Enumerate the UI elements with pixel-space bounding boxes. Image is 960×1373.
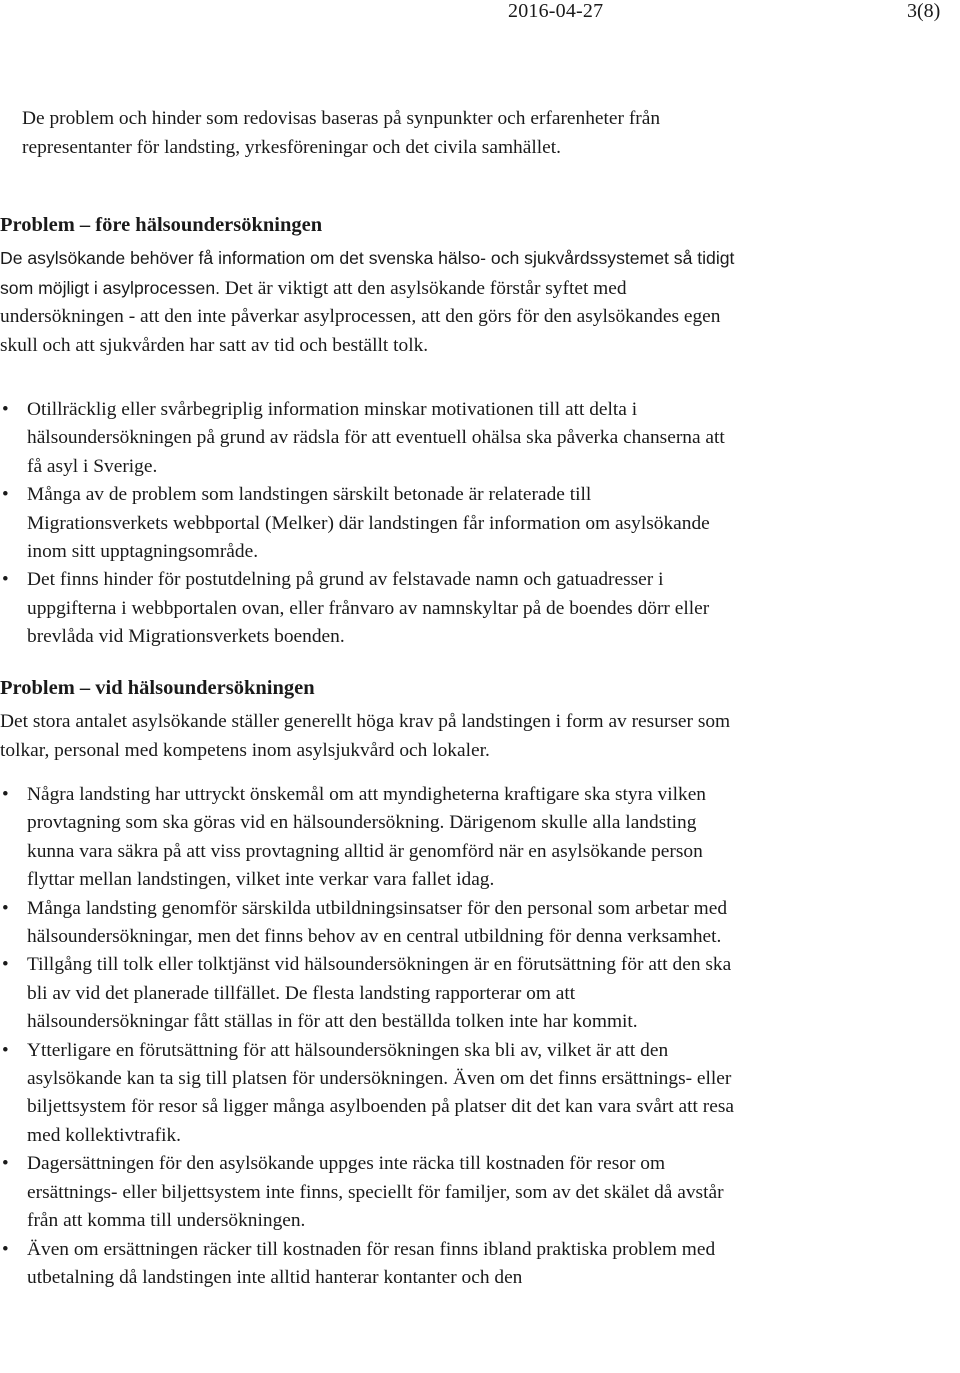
list-item — [0, 781, 736, 895]
section1-bullet-list — [0, 396, 736, 652]
list-item-text: Även om ersättningen räcker till kostnaden för resan finns ibland praktiska problem med utbetalning då landstingen inte alltid hanterar kontanter och den — [27, 1238, 716, 1288]
list-item — [0, 951, 736, 1036]
section-heading-before: Problem – före hälsoundersökningen — [0, 214, 323, 236]
list-item — [0, 895, 736, 952]
section1-paragraph-sans: De asylsökande behöver få information om det svenska hälso- och sjukvårdssystemet så tidigt som möjligt i asylprocessen. — [0, 248, 735, 298]
list-item-text: Tillgång till tolk eller tolktjänst vid hälsoundersökningen är en förutsättning för att den ska bli av vid det planerade tillfället. De flesta landsting rapporterar om att hälsoundersökningar fått ställas in för att den beställda tolken inte har kommit. — [27, 954, 732, 1033]
bullet-icon: • — [2, 569, 9, 591]
list-item-text: Det finns hinder för postutdelning på grund av felstavade namn och gatuadresser i uppgifterna i webbportalen ovan, eller frånvaro av namnskyltar på de boendes dörr eller brevlåda vid Migrationsverkets boenden. — [27, 569, 710, 648]
list-item-text: Många av de problem som landstingen särskilt betonade är relaterade till Migrationsverkets webbportal (Melker) där landstingen får information om asylsökande inom sitt upptagningsområde. — [27, 484, 710, 563]
bullet-icon: • — [2, 399, 9, 420]
section2-bullet-list — [0, 781, 736, 1292]
bullet-icon: • — [2, 784, 9, 805]
section1-paragraph — [0, 244, 736, 360]
list-item-text: Otillräcklig eller svårbegriplig information minskar motivationen till att delta i hälsoundersökningen på grund av rädsla för att eventuell ohälsa ska påverka chanserna att få asyl i Sverige. — [27, 399, 725, 477]
page-number: 3(8) — [907, 0, 941, 22]
list-item — [0, 396, 736, 481]
list-item-text: Några landsting har uttryckt önskemål om att myndigheterna kraftigare ska styra vilken provtagning som ska göras vid en hälsoundersökning. Därigenom skulle alla landsting kunna vara säkra på att viss provtagning alltid är genomförd när en asylsökande person flyttar mellan landstingen, vilket inte verkar vara fallet idag. — [27, 784, 707, 891]
list-item — [0, 1150, 736, 1235]
list-item — [0, 1236, 736, 1293]
bullet-icon: • — [2, 484, 9, 506]
list-item-text: Många landsting genomför särskilda utbildningsinsatser för den personal som arbetar med hälsoundersökningar, men det finns behov av en central utbildning för denna verksamhet. — [27, 897, 728, 948]
header-date: 2016-04-27 — [508, 0, 604, 22]
bullet-icon: • — [2, 1153, 9, 1175]
list-item-text: Dagersättningen för den asylsökande uppges inte räcka till kostnaden för resor om ersättnings- eller biljettsystem inte finns, speciellt för familjer, som av det skälet då avstår från att komma till undersökningen. — [27, 1153, 724, 1232]
list-item — [0, 481, 736, 566]
section1-paragraph-serif: Det är viktigt att den asylsökande förstår syftet med undersökningen - att den inte påverkar asylprocessen, att den görs för den asylsökandes egen skull och att sjukvården har satt av tid och beställt tolk. — [0, 277, 721, 356]
intro-paragraph: De problem och hinder som redovisas baseras på synpunkter och erfarenheter från representanter för landsting, yrkesföreningar och det civila samhället. — [22, 108, 661, 158]
bullet-icon: • — [2, 1039, 9, 1061]
bullet-icon: • — [2, 954, 9, 976]
section-heading-during: Problem – vid hälsoundersökningen — [0, 677, 315, 699]
bullet-icon: • — [2, 897, 9, 919]
list-item — [0, 566, 736, 651]
list-item-text: Ytterligare en förutsättning för att hälsoundersökningen ska bli av, vilket är att den asylsökande kan ta sig till platsen för undersökningen. Även om det finns ersättnings- eller biljettsystem för resor så ligger många asylboenden på platser dit det kan vara svårt att resa med kollektivtrafik. — [27, 1039, 734, 1146]
list-item — [0, 1037, 736, 1151]
section2-paragraph: Det stora antalet asylsökande ställer generellt höga krav på landstingen i form av resurser som tolkar, personal med kompetens inom asylsjukvård och lokaler. — [0, 711, 731, 761]
bullet-icon: • — [2, 1238, 9, 1260]
